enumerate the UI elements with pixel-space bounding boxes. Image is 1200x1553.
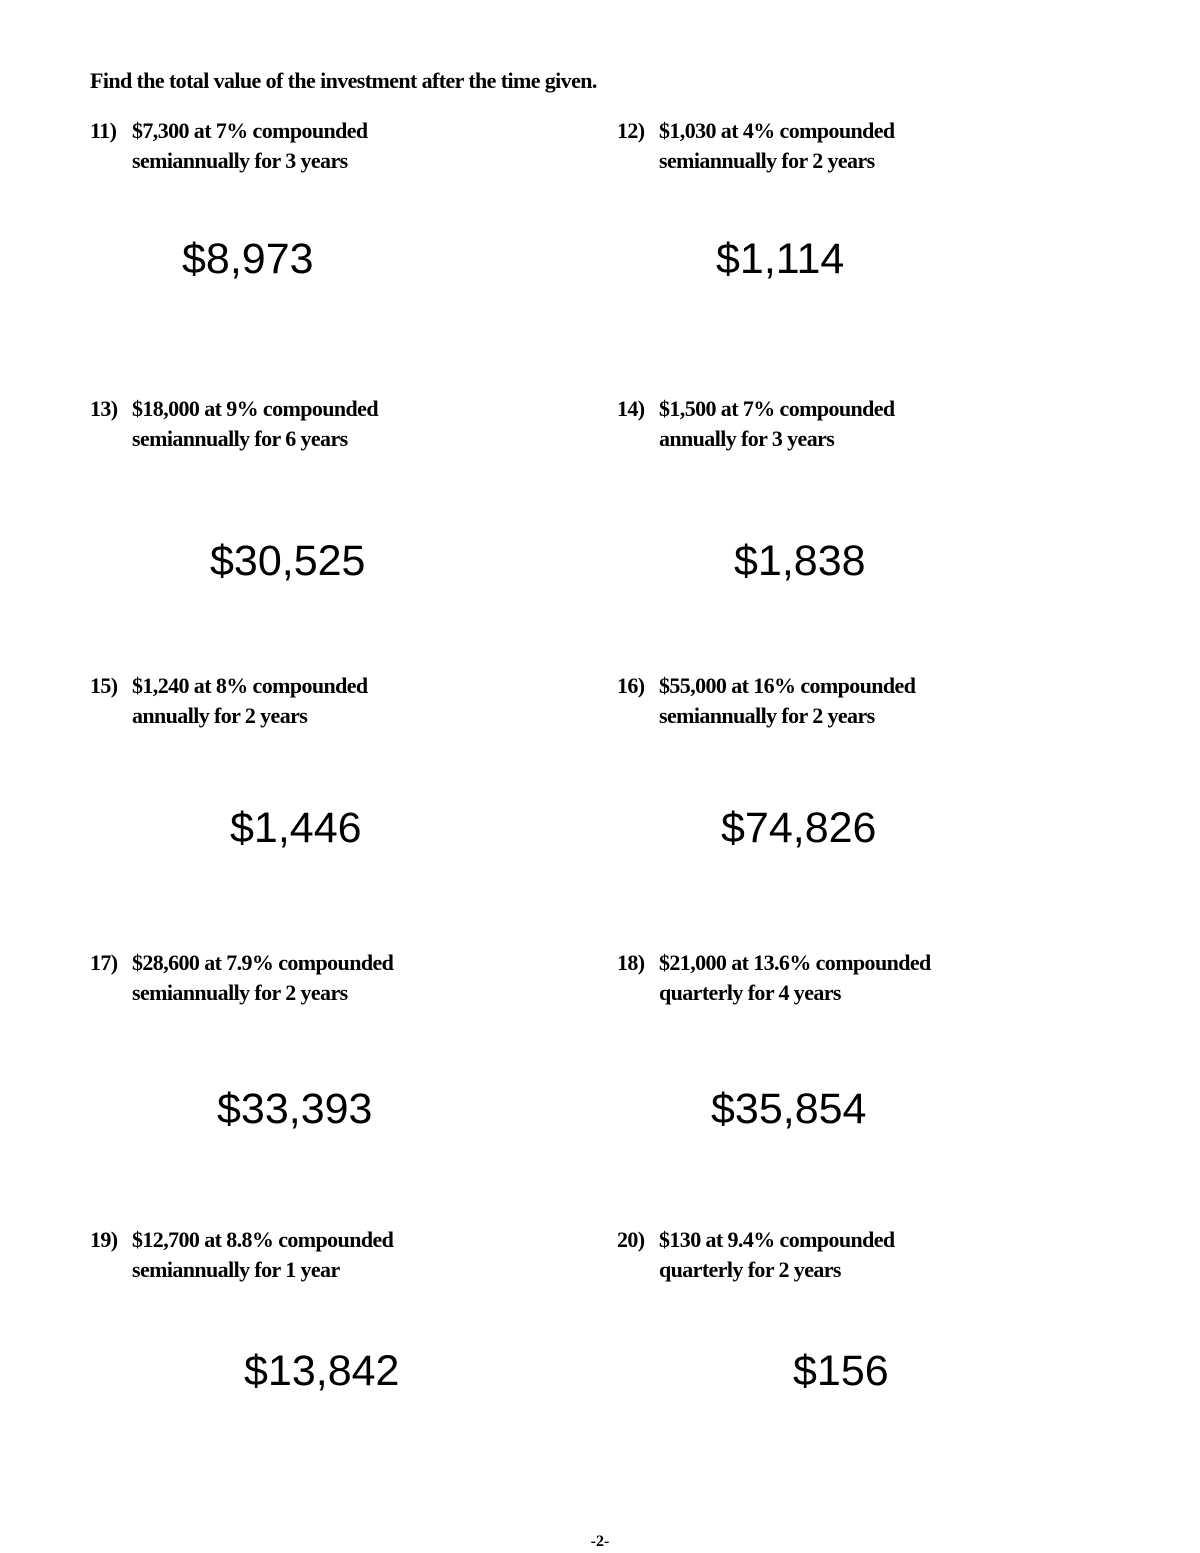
answer-16: $74,826 — [721, 804, 877, 852]
problem-principal-rate: $7,300 at 7% compounded — [132, 118, 368, 143]
answer-20: $156 — [793, 1347, 889, 1395]
answer-17: $33,393 — [217, 1085, 373, 1133]
problem-term: semiannually for 6 years — [132, 426, 348, 451]
answer-14: $1,838 — [734, 537, 866, 585]
problem-number: 15) — [90, 673, 118, 698]
problem-principal-rate: $55,000 at 16% compounded — [659, 673, 916, 698]
problem-number: 11) — [90, 118, 117, 143]
problem-number: 13) — [90, 396, 118, 421]
problem-number: 20) — [617, 1227, 645, 1252]
problem-principal-rate: $28,600 at 7.9% compounded — [132, 950, 394, 975]
problem-term: semiannually for 2 years — [659, 148, 875, 173]
instructions-heading: Find the total value of the investment after the time given. — [90, 68, 597, 93]
problem-term: annually for 2 years — [132, 703, 308, 728]
problem-term: quarterly for 4 years — [659, 980, 841, 1005]
answer-13: $30,525 — [210, 537, 366, 585]
problem-term: semiannually for 1 year — [132, 1257, 340, 1282]
problem-number: 19) — [90, 1227, 118, 1252]
answer-15: $1,446 — [230, 804, 362, 852]
problem-number: 17) — [90, 950, 118, 975]
problem-number: 18) — [617, 950, 645, 975]
problem-principal-rate: $130 at 9.4% compounded — [659, 1227, 895, 1252]
problem-principal-rate: $21,000 at 13.6% compounded — [659, 950, 931, 975]
problem-principal-rate: $1,500 at 7% compounded — [659, 396, 895, 421]
answer-12: $1,114 — [716, 235, 845, 283]
answer-19: $13,842 — [244, 1347, 400, 1395]
answer-11: $8,973 — [182, 235, 314, 283]
problem-number: 12) — [617, 118, 645, 143]
problem-principal-rate: $1,030 at 4% compounded — [659, 118, 895, 143]
problem-term: annually for 3 years — [659, 426, 835, 451]
problem-term: quarterly for 2 years — [659, 1257, 841, 1282]
problem-principal-rate: $18,000 at 9% compounded — [132, 396, 378, 421]
page-number: -2- — [590, 1533, 610, 1550]
problem-principal-rate: $1,240 at 8% compounded — [132, 673, 368, 698]
problem-principal-rate: $12,700 at 8.8% compounded — [132, 1227, 394, 1252]
problem-number: 14) — [617, 396, 645, 421]
problem-term: semiannually for 2 years — [659, 703, 875, 728]
problem-term: semiannually for 3 years — [132, 148, 348, 173]
problem-number: 16) — [617, 673, 645, 698]
answer-18: $35,854 — [711, 1085, 867, 1133]
problem-term: semiannually for 2 years — [132, 980, 348, 1005]
